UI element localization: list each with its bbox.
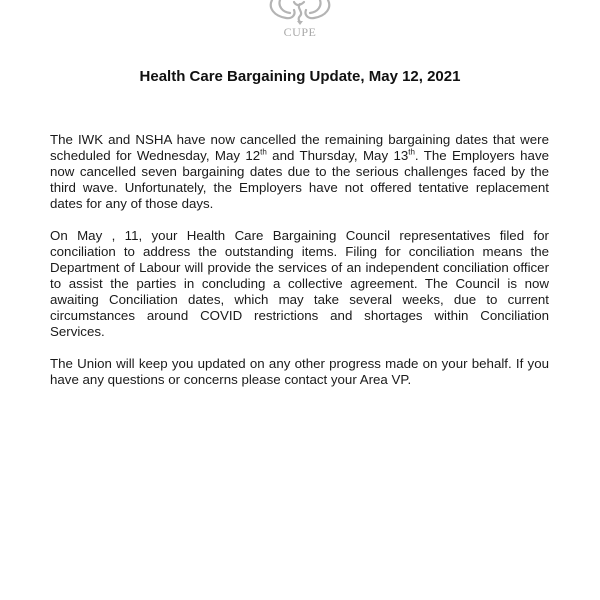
logo-text: CUPE — [283, 25, 317, 39]
paragraph-closing: The Union will keep you updated on any other progress made on your behalf. If you have any questions or concerns please contact your Area VP. — [50, 356, 549, 387]
logo-flourish-icon — [250, 0, 350, 26]
cupe-logo — [250, 0, 350, 40]
paragraph-text: The IWK and NSHA have now cancelled the remaining bargaining dates that were scheduled for Wednesday, May 12 — [50, 132, 549, 163]
document-body — [50, 132, 549, 404]
paragraph-cancellations — [50, 132, 549, 212]
ordinal-suffix: th — [408, 147, 415, 157]
ordinal-suffix: th — [260, 147, 267, 157]
paragraph-text: and Thursday, May 13 — [266, 148, 409, 163]
page-title: Health Care Bargaining Update, May 12, 2021 — [139, 68, 461, 85]
paragraph-conciliation: On May , 11, your Health Care Bargaining Council representatives filed for conciliation to address the outstanding items. Filing for conciliation means the Department of Labour will provide the services of an independent conciliation officer to assist the parties in concluding a collective agreement. The Council is now awaiting Conciliation dates, which may take several weeks, due to current circumstances around COVID restrictions and shortages within Conciliation Services. — [50, 228, 549, 339]
paragraph-text: . The Employers have now cancelled seven bargaining dates due to the serious challenges faced by the third wave. Unfortunately, the Employers have not offered tentative replacement dates for any of those days. — [50, 148, 549, 211]
